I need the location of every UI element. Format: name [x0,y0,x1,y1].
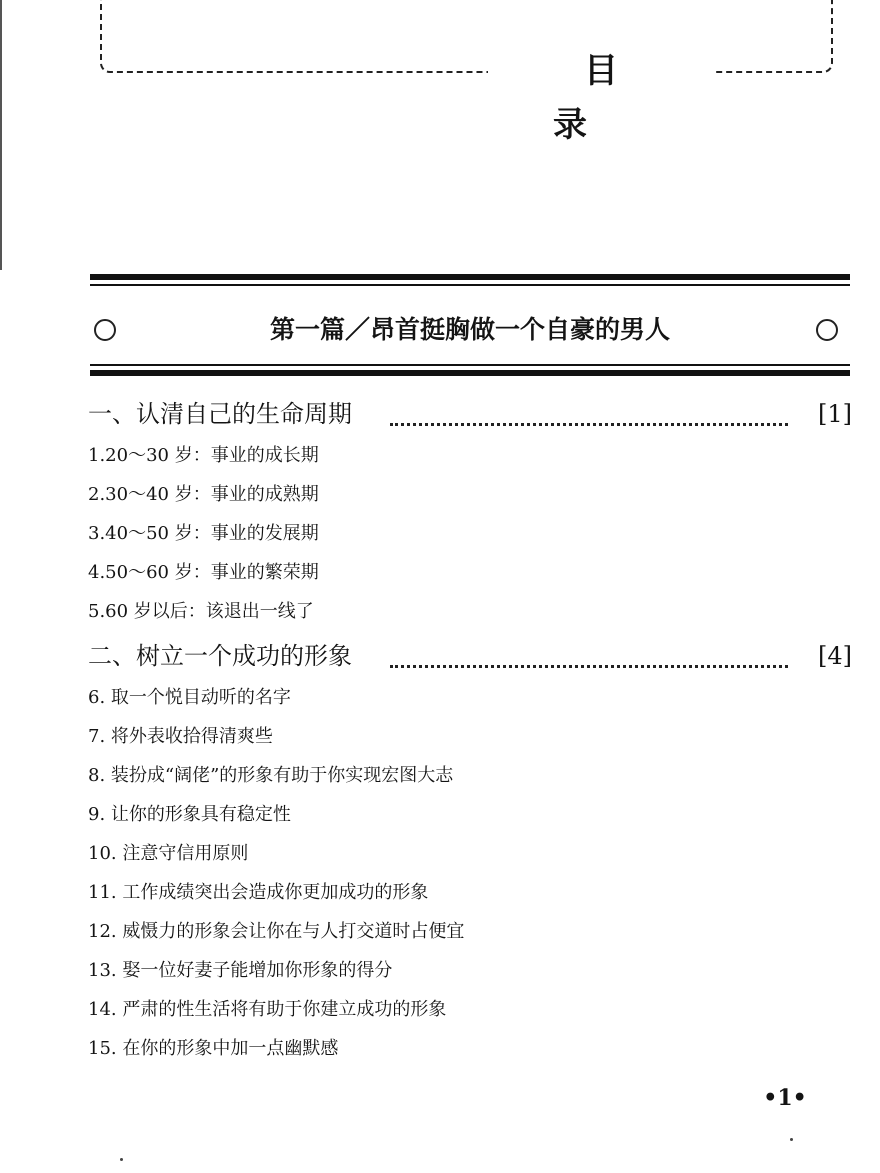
toc-item[interactable]: 7. 将外表收拾得清爽些 [88,726,273,747]
toc-item[interactable]: 8. 装扮成“阔佬”的形象有助于你实现宏图大志 [88,765,454,786]
scan-speck [790,1138,793,1141]
header-rule-bottom [90,370,850,376]
page-title: 目录 [553,51,680,145]
toc-item[interactable]: 13. 娶一位好妻子能增加你形象的得分 [88,960,393,981]
chapter-page-ref: [4] [818,642,852,670]
header-rule-top [90,274,850,280]
toc-item[interactable]: 10. 注意守信用原则 [88,843,249,864]
page-number: •1• [763,1085,807,1111]
chapter-title: 一、认清自己的生命周期 [88,400,352,428]
toc-chapter[interactable] [88,394,852,434]
decorative-frame [100,0,833,73]
toc-item[interactable]: 9. 让你的形象具有稳定性 [88,804,291,825]
toc-item[interactable]: 12. 威慑力的形象会让你在与人打交道时占便宜 [88,921,465,942]
toc-item[interactable]: 15. 在你的形象中加一点幽默感 [88,1038,339,1059]
scan-speck [120,1158,123,1161]
toc-item[interactable]: 1.20～30 岁：事业的成长期 [88,445,319,466]
toc-item[interactable]: 2.30～40 岁：事业的成熟期 [88,484,319,505]
toc-item[interactable]: 6. 取一个悦目动听的名字 [88,687,291,708]
scan-edge [0,0,2,270]
dot-leader [390,423,788,426]
chapter-title: 二、树立一个成功的形象 [88,642,352,670]
header-rule-top-thin [90,284,850,286]
header-rule-bottom-thin [90,364,850,366]
dot-leader [390,665,788,668]
toc-item[interactable]: 3.40～50 岁：事业的发展期 [88,523,319,544]
toc-chapter[interactable] [88,636,852,676]
toc-item[interactable]: 11. 工作成绩突出会造成你更加成功的形象 [88,882,429,903]
toc-item[interactable]: 4.50～60 岁：事业的繁荣期 [88,562,319,583]
circle-ornament-right [816,319,838,341]
toc-item[interactable]: 5.60 岁以后：该退出一线了 [88,601,314,622]
chapter-page-ref: [1] [818,400,852,428]
circle-ornament-left [94,319,116,341]
part-title: 第一篇／昂首挺胸做一个自豪的男人 [269,315,670,344]
toc-item[interactable]: 14. 严肃的性生活将有助于你建立成功的形象 [88,999,447,1020]
